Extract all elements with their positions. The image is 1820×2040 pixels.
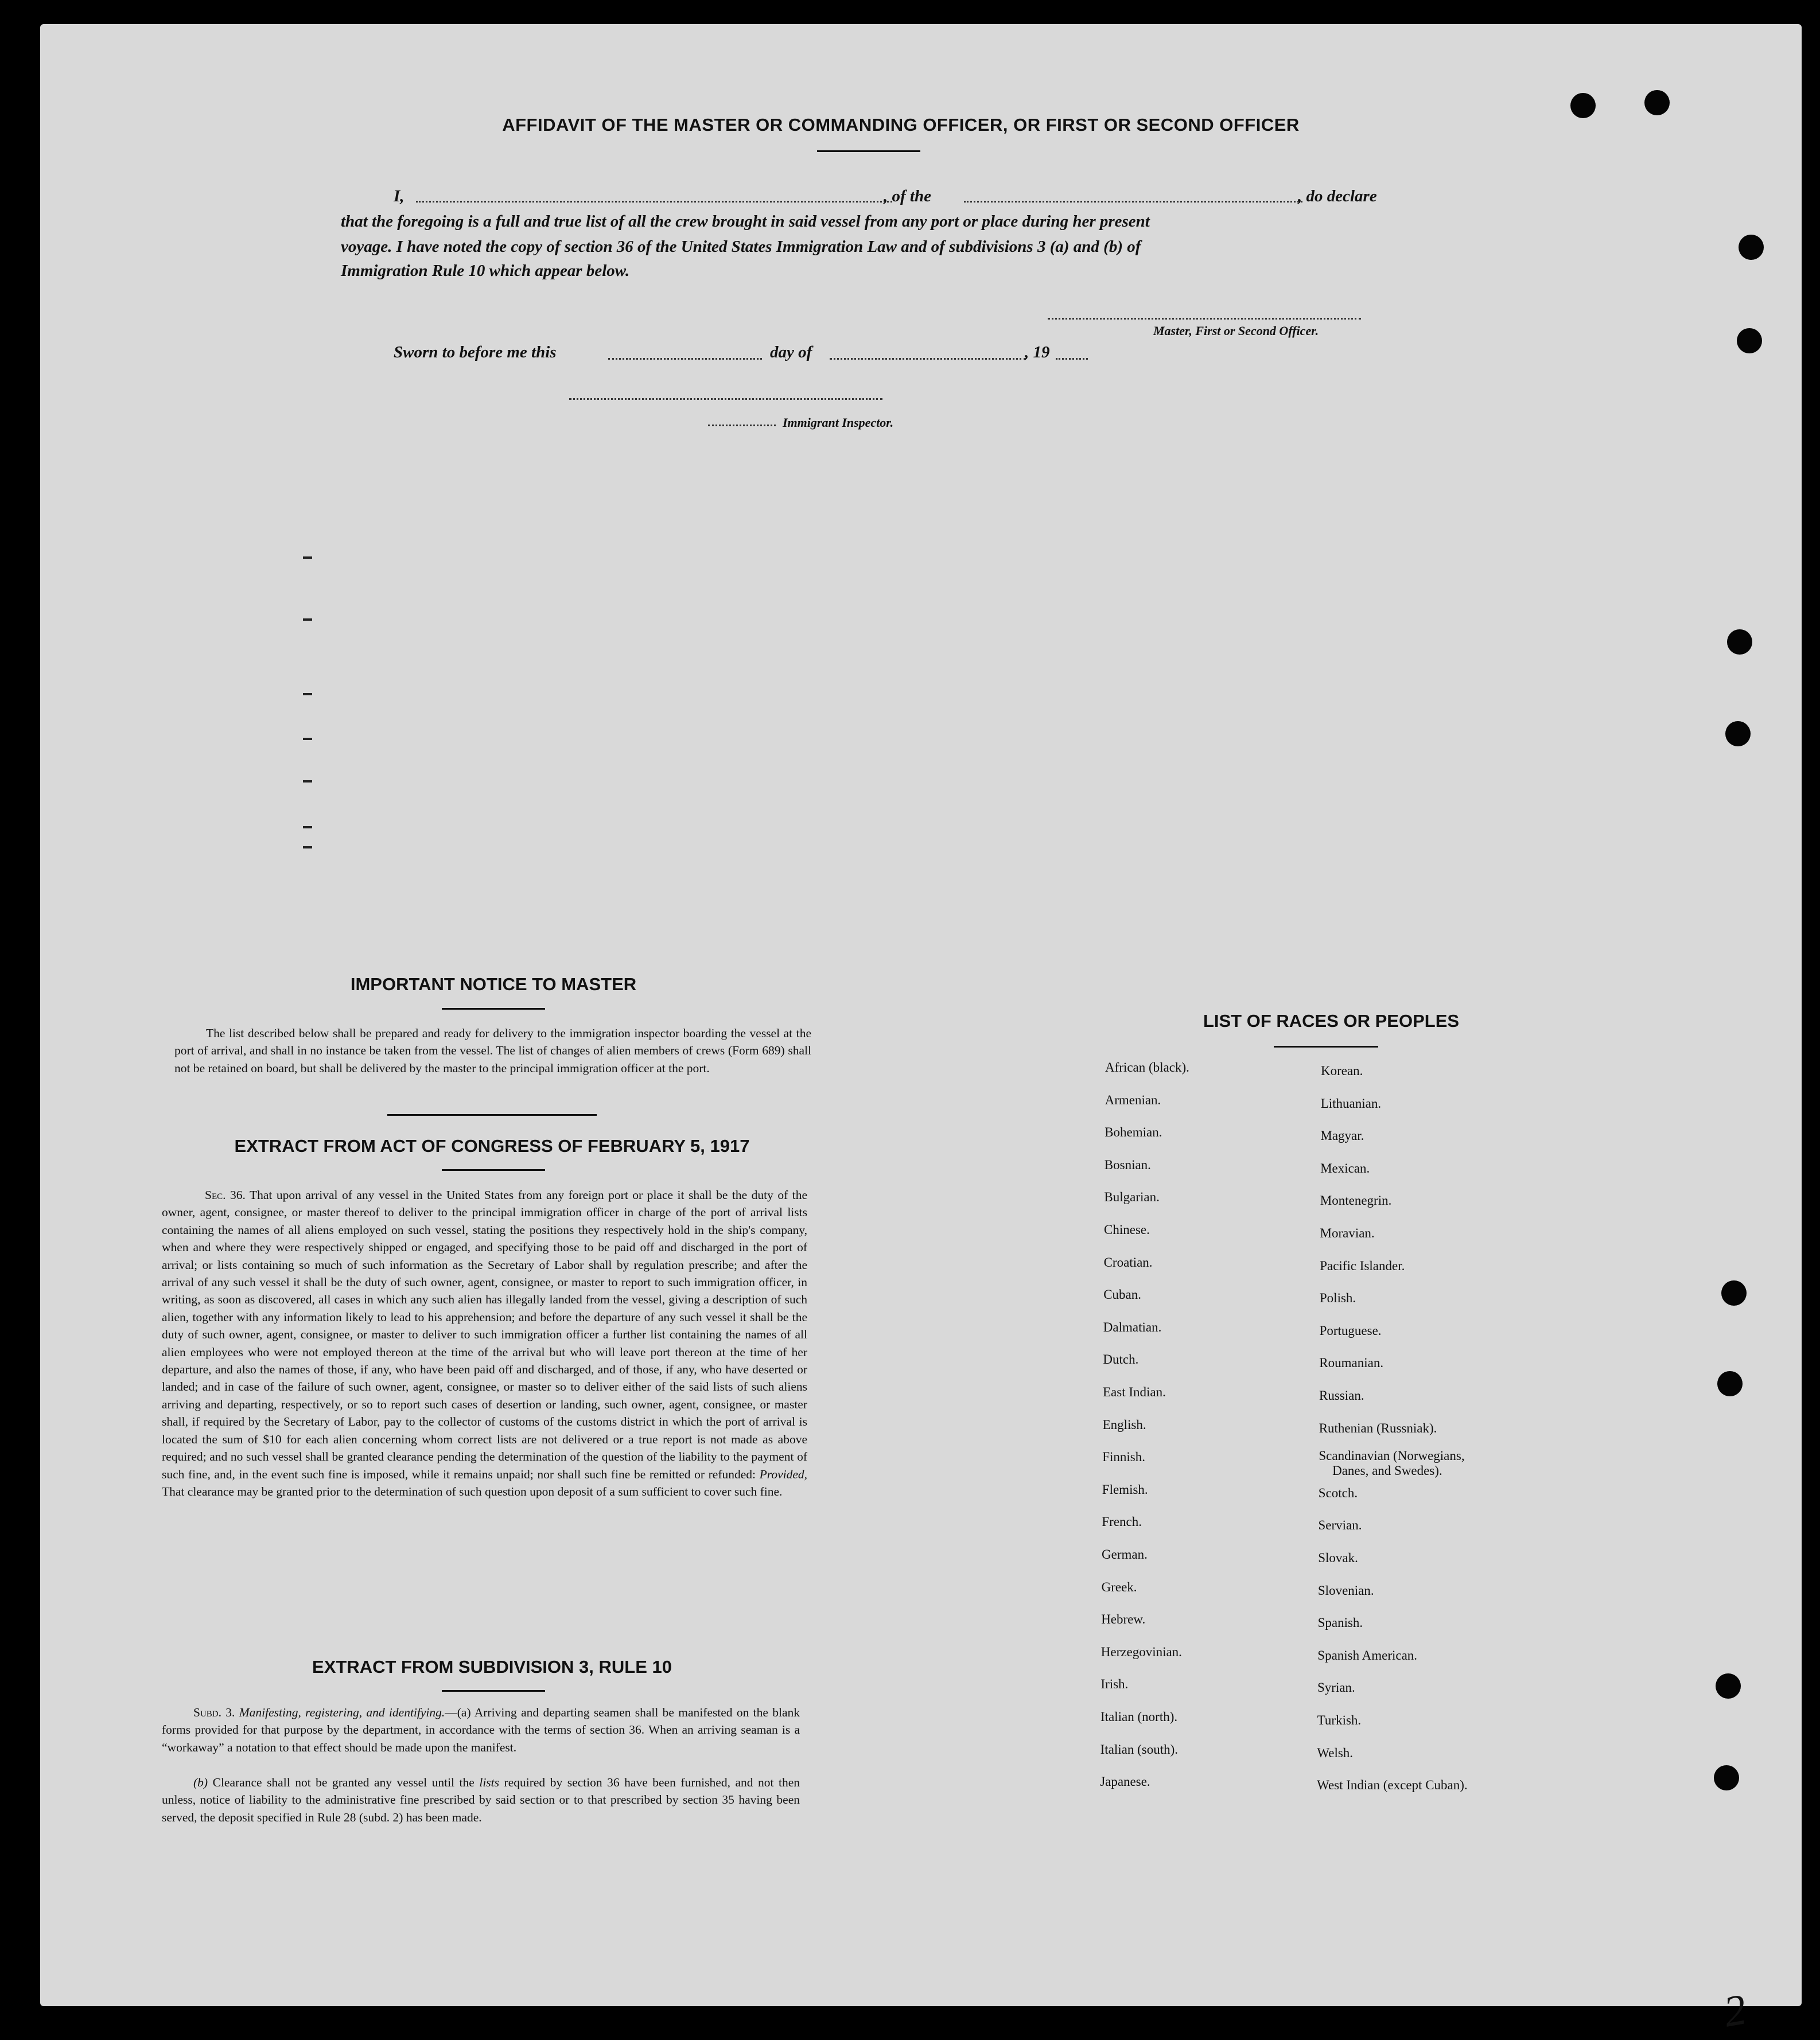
race-item: Polish.: [1319, 1291, 1356, 1306]
rule-a-text: —(a) Arriving and departing seamen shall be manifested on the blank forms provided for that purpose by the department, in accordance with the terms of section 36. When an arriving seaman is a “workaway” a notation to that effect should be made upon the manifest.: [162, 1706, 800, 1754]
act-underline: [442, 1169, 545, 1171]
races-underline: [1274, 1046, 1378, 1048]
sworn-year-field[interactable]: [1056, 358, 1088, 360]
declare-label: , do declare: [1298, 187, 1377, 205]
notice-text: The list described below shall be prepared and ready for delivery to the immigration inspector boarding the vessel at the port of arrival, and shall in no instance be taken from the vessel. The list of changes of alien members of crews (Form 689) shall not be retained on board, but shall be delivered by the master to the principal immigration officer at the port.: [174, 1026, 811, 1075]
affidavit-line-4: Immigration Rule 10 which appear below.: [341, 262, 630, 280]
margin-tick: [303, 826, 312, 828]
race-item: Bulgarian.: [1104, 1190, 1160, 1205]
race-item: West Indian (except Cuban).: [1317, 1778, 1468, 1793]
race-item: Spanish.: [1317, 1615, 1363, 1630]
punch-hole: [1721, 1280, 1747, 1306]
act-body: That upon arrival of any vessel in the United States from any foreign port or place it shall be the duty of the owner, agent, consignee, or master thereof to deliver to the principal immigration officer in charge of the port of arrival lists containing the names of all aliens employed on such vessel, stating the positions they respectively hold in the ship's company, when and where they were respectively shipped or engaged, and specifying those to be paid off and discharged in the port of arrival; or lists containing so much of such information as the Secretary of Labor shall by regulation prescribe; and after the arrival of any such vessel it shall be the duty of such owner, agent, consignee, or master to report to such immigration officer, in writing, as soon as discovered, all cases in which any such alien has illegally landed from the vessel, giving a description of such alien, together with any information likely to lead to his apprehension; and before the departure of any such vessel it shall be the duty of such owner, agent, consignee, or master to deliver to such immigration officer a further list containing the names of all alien employees who were not employed thereon at the time of the arrival but who will leave port thereon at the time of her departure, and also the names of those, if any, who have been paid off and discharged, and of those, if any, who have deserted or landed; and in case of the failure of such owner, agent, consignee, or master so to deliver either of the said lists of such aliens arriving and departing, respectively, or so to report such cases of desertion or landing, such owner, agent, consignee, or master shall, if required by the Secretary of Labor, pay to the collector of customs of the customs district in which the port of arrival is located the sum of $10 for each alien concerning whom correct lists are not delivered or a true report is not made as above required; and no such vessel shall be granted clearance pending the determination of the question of the liability to the payment of such fine, and, in the event such fine is imposed, while it remains unpaid; nor shall such fine be remitted or refunded:: [162, 1188, 807, 1481]
race-item: African (black).: [1105, 1060, 1189, 1074]
sworn-year-prefix: , 19: [1025, 343, 1050, 361]
race-item: Slovenian.: [1317, 1583, 1374, 1598]
race-item: Scandinavian (Norwegians,: [1319, 1449, 1465, 1463]
race-item: Finnish.: [1102, 1450, 1145, 1465]
margin-tick: [303, 618, 312, 621]
race-item: Greek.: [1101, 1579, 1137, 1594]
race-item: Turkish.: [1317, 1713, 1362, 1727]
race-item: Herzegovinian.: [1100, 1644, 1182, 1659]
race-item: Dalmatian.: [1103, 1319, 1162, 1334]
officer-signature-field[interactable]: [1048, 318, 1361, 320]
punch-hole: [1737, 328, 1762, 353]
rule-b-text-1: Clearance shall not be granted any vessel until the: [212, 1776, 475, 1789]
affidavit-title: AFFIDAVIT OF THE MASTER OR COMMANDING OFFICER, OR FIRST OR SECOND OFFICER: [502, 115, 1300, 135]
rule-b-text-2: required by section 36 have been furnished, and not then unless, notice of liability to the administrative fine prescribed by said section or to that prescribed by section 35 having been served, the deposit specified in Rule 28 (subd. 2) has been made.: [162, 1776, 800, 1824]
race-item: Mexican.: [1320, 1161, 1370, 1175]
act-provided-text: That clearance may be granted prior to the determination of such question upon deposit of a sum sufficient to cover such fine.: [162, 1484, 783, 1498]
race-item: Armenian.: [1105, 1092, 1161, 1107]
race-item: Irish.: [1100, 1677, 1129, 1692]
punch-hole: [1644, 90, 1670, 115]
sworn-day-of: day of: [770, 343, 812, 361]
act-title: EXTRACT FROM ACT OF CONGRESS OF FEBRUARY 5, 1917: [234, 1136, 750, 1156]
race-item: Flemish.: [1102, 1482, 1148, 1497]
act-text: [162, 1186, 807, 1500]
races-title: LIST OF RACES OR PEOPLES: [1203, 1011, 1460, 1031]
title-underline: [817, 150, 920, 152]
race-item: East Indian.: [1103, 1385, 1166, 1399]
punch-hole: [1570, 93, 1596, 118]
affidavit-line-3: voyage. I have noted the copy of section 36 of the United States Immigration Law and of subdivisions 3 (a) and (b) of: [341, 238, 1141, 256]
rule-b-label: (b): [193, 1776, 208, 1789]
page-number-mark: 2: [1720, 1985, 1750, 2037]
rule-underline: [442, 1690, 545, 1692]
rule-subd-label: Subd. 3.: [193, 1706, 235, 1719]
affidavit-line-2: that the foregoing is a full and true list of all the crew brought in said vessel from any port or place during her present: [341, 212, 1150, 231]
race-item: Ruthenian (Russniak).: [1319, 1420, 1437, 1435]
race-item: Cuban.: [1103, 1287, 1141, 1302]
punch-hole: [1714, 1765, 1739, 1790]
race-item: Danes, and Swedes).: [1332, 1463, 1442, 1478]
race-item: Russian.: [1319, 1388, 1364, 1403]
punch-hole: [1717, 1371, 1743, 1396]
rule-b-lists: lists: [479, 1776, 500, 1789]
margin-tick: [303, 556, 312, 559]
sworn-month-field[interactable]: [830, 358, 1026, 360]
rule-subd-a: [162, 1704, 800, 1756]
race-item: Magyar.: [1320, 1128, 1364, 1143]
act-section-label: Sec. 36.: [205, 1188, 246, 1202]
race-item: German.: [1102, 1547, 1148, 1562]
race-item: Hebrew.: [1101, 1612, 1146, 1627]
vessel-name-field[interactable]: [964, 201, 1302, 203]
punch-hole: [1727, 629, 1752, 655]
margin-tick: [303, 693, 312, 695]
race-item: Welsh.: [1317, 1745, 1354, 1760]
notice-title: IMPORTANT NOTICE TO MASTER: [350, 974, 637, 994]
sworn-prefix: Sworn to before me this: [394, 343, 557, 361]
act-provided-label: Provided,: [759, 1467, 808, 1481]
race-item: Lithuanian.: [1320, 1096, 1382, 1111]
declarant-label: I,: [394, 187, 405, 205]
of-the-label: , of the: [884, 187, 931, 205]
punch-hole: [1716, 1673, 1741, 1699]
race-item: Bosnian.: [1104, 1157, 1151, 1172]
rule-subd-heading: Manifesting, registering, and identifying.: [239, 1706, 445, 1719]
race-item: Croatian.: [1103, 1255, 1153, 1270]
race-item: Syrian.: [1317, 1680, 1355, 1695]
sworn-day-field[interactable]: [608, 358, 762, 360]
margin-tick: [303, 780, 312, 782]
rule-title: EXTRACT FROM SUBDIVISION 3, RULE 10: [312, 1657, 672, 1677]
race-item: Pacific Islander.: [1320, 1258, 1405, 1273]
inspector-label: Immigrant Inspector.: [783, 415, 894, 430]
race-item: Chinese.: [1104, 1223, 1150, 1237]
race-item: Scotch.: [1318, 1485, 1358, 1500]
race-item: Moravian.: [1320, 1226, 1375, 1240]
notice-underline: [442, 1008, 545, 1010]
race-item: French.: [1102, 1515, 1142, 1529]
race-item: Dutch.: [1103, 1352, 1139, 1367]
rule-subd-b: [162, 1774, 800, 1826]
declarant-name-field[interactable]: [416, 201, 892, 203]
race-item: Montenegrin.: [1320, 1193, 1392, 1208]
race-item: English.: [1102, 1417, 1146, 1432]
race-item: Korean.: [1321, 1064, 1363, 1078]
race-item: Spanish American.: [1317, 1648, 1418, 1663]
officer-signature-label: Master, First or Second Officer.: [1153, 324, 1319, 338]
punch-hole: [1725, 721, 1751, 746]
inspector-name-field[interactable]: [708, 425, 776, 426]
race-item: Bohemian.: [1105, 1125, 1162, 1140]
race-item: Japanese.: [1100, 1774, 1150, 1789]
margin-tick: [303, 738, 312, 740]
punch-hole: [1739, 235, 1764, 260]
race-item: Italian (south).: [1100, 1742, 1178, 1757]
race-item: Servian.: [1318, 1518, 1362, 1533]
margin-tick: [303, 846, 312, 848]
race-item: Roumanian.: [1319, 1356, 1384, 1371]
race-item: Slovak.: [1318, 1551, 1358, 1565]
inspector-signature-field[interactable]: [569, 398, 882, 400]
section-divider: [387, 1114, 597, 1116]
race-item: Portuguese.: [1319, 1323, 1382, 1338]
race-item: Italian (north).: [1100, 1710, 1178, 1724]
